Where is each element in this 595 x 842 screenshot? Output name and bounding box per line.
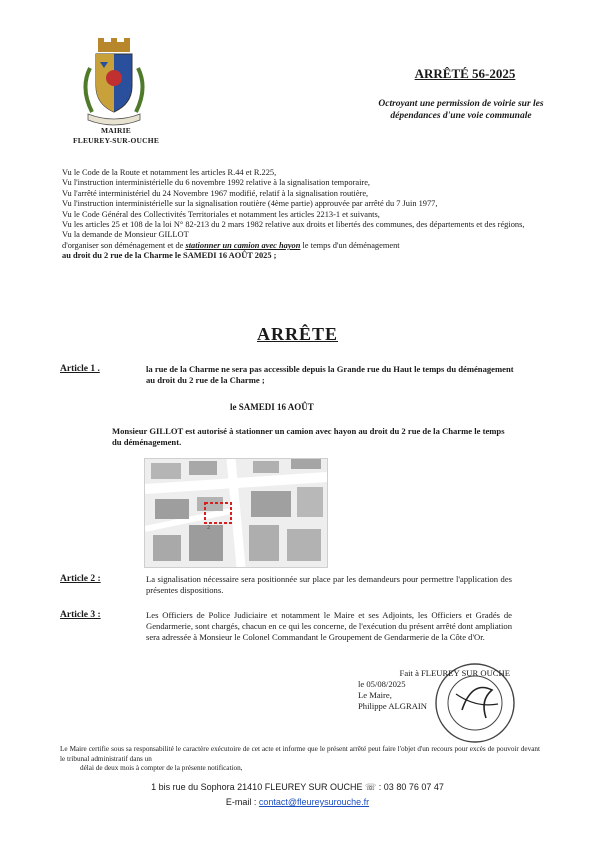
article-1-label: Article 1 .: [60, 364, 100, 374]
visa-line: Vu les articles 25 et 108 de la loi N° 82-213 du 2 mars 1982 relative aux droits et libertés des communes, des départements et des régions,: [62, 220, 525, 230]
signature-date: le 05/08/2025: [358, 679, 406, 689]
email-link[interactable]: contact@fleureysurouche.fr: [258, 797, 370, 807]
coat-of-arms-icon: [78, 38, 150, 128]
visa-line: [62, 251, 550, 261]
article-3-text: Les Officiers de Police Judiciaire et notamment le Maire et ses Adjoints, les Officiers et Gradés de Gendarmerie, sont chargés, chacun en ce qui les concerne, de l'exécution du présent arrêté dont ampliation sera adressée à Monsieur le Colonel Commandant le Groupement de Gendarmerie de la Côte d'Or.: [146, 610, 512, 642]
signature-role: Le Maire,: [358, 690, 392, 700]
visa-line: Vu l'instruction interministérielle sur la signalisation routière (4ème partie) approuvée par arrêté du 7 Juin 1977,: [62, 199, 438, 209]
arrete-subtitle: Octroyant une permission de voirie sur les dépendances d'une voie communale: [378, 99, 544, 121]
visa-section: [62, 168, 550, 262]
mairie-line: MAIRIE: [101, 126, 131, 135]
legal-notice-line: délai de deux mois à compter de la présente notification,: [80, 764, 243, 773]
signature-block: [358, 668, 518, 712]
footer-address: 1 bis rue du Sophora 21410 FLEUREY SUR OUCHE ☏ : 03 80 76 07 47: [151, 782, 444, 792]
footer-email: [0, 797, 595, 807]
legal-notice-line: Le Maire certifie sous sa responsabilité le caractère exécutoire de cet acte et informe que le présent arrêté peut faire l'objet d'un recours pour excès de pouvoir devant le tribunal administratif dans un: [60, 745, 540, 763]
visa-line: Vu le Code de la Route et notamment les articles R.44 et R.225,: [62, 168, 277, 177]
visa-text: d'organiser son déménagement et de: [62, 240, 184, 250]
email-label: E-mail :: [225, 797, 259, 807]
visa-underlined: stationner un camion avec hayon: [185, 240, 301, 250]
visa-line: Vu l'instruction interministérielle du 6 novembre 1992 relative à la signalisation temporaire,: [62, 178, 371, 188]
mairie-label: [60, 126, 172, 146]
article-3-label: Article 3 :: [60, 610, 101, 620]
svg-text:2: 2: [207, 525, 211, 531]
signature-place: Fait à FLEUREY SUR OUCHE: [399, 668, 510, 678]
visa-text: le temps d'un déménagement: [302, 240, 400, 250]
article-1-authorization: Monsieur GILLOT est autorisé à stationner un camion avec hayon au droit du 2 rue de la Charme le temps du déménagement.: [112, 426, 505, 447]
visa-bold: au droit du 2 rue de la Charme le SAMEDI 16 AOÛT 2025 ;: [62, 251, 277, 261]
legal-notice: [60, 745, 540, 774]
visa-line: [62, 241, 550, 251]
town-name: FLEUREY-SUR-OUCHE: [72, 136, 160, 145]
arrete-title: ARRÊTE: [256, 324, 338, 344]
article-2-text: La signalisation nécessaire sera positionnée sur place par les demandeurs pour permettre l'application des présentes dispositions.: [146, 574, 512, 595]
article-2-label: Article 2 :: [60, 574, 101, 584]
article-1-date: le SAMEDI 16 AOÛT: [230, 402, 314, 412]
article-1-text: la rue de la Charme ne sera pas accessible depuis la Grande rue du Haut le temps du déménagement au droit du 2 rue de la Charme ;: [146, 364, 514, 385]
signature-name: Philippe ALGRAIN: [358, 701, 427, 711]
arrete-number: ARRÊTÉ 56-2025: [414, 66, 516, 81]
visa-line: Vu l'arrêté interministériel du 24 Novembre 1967 modifié, relatif à la signalisation routière,: [62, 188, 369, 198]
visa-line: Vu le Code Général des Collectivités Territoriales et notamment les articles 2213-1 et suivants,: [62, 209, 380, 219]
visa-line: Vu la demande de Monsieur GILLOT: [62, 230, 189, 240]
location-map: [144, 458, 328, 568]
